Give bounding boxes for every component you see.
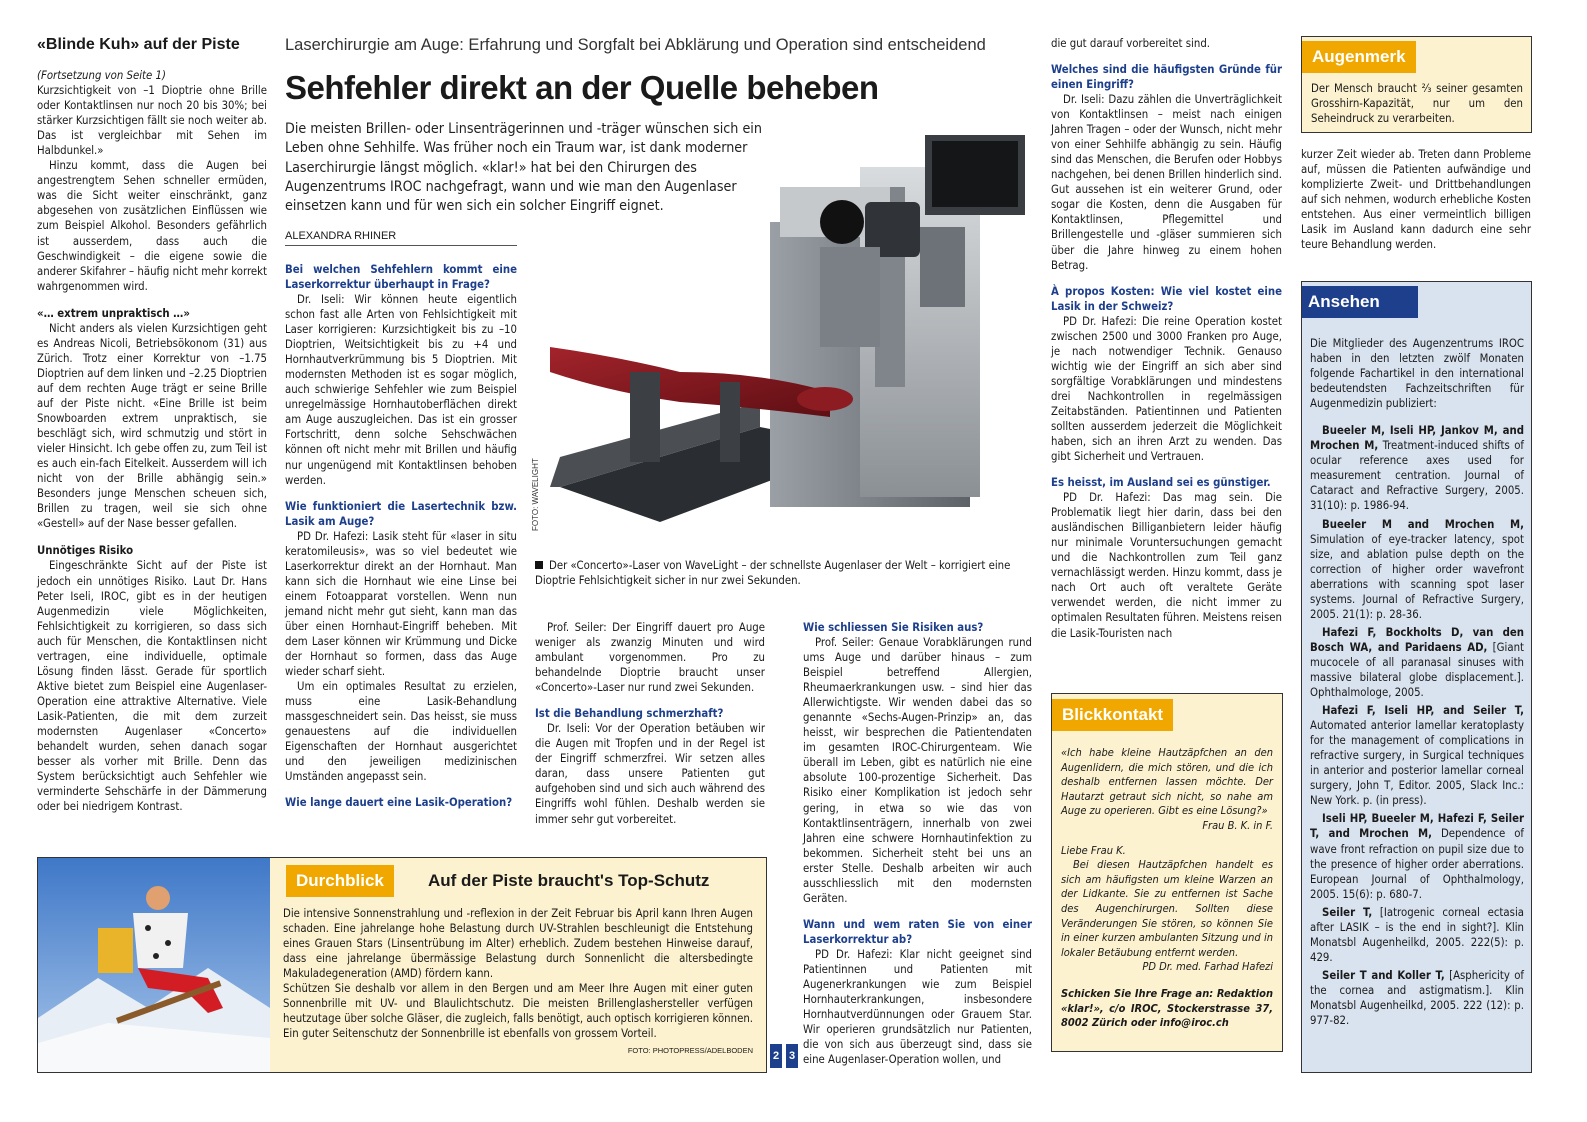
caption-text: Der «Concerto»-Laser von WaveLight – der schnellste Augenlaser der Welt – korrigiert eine Dioptrie Fehlsichtigkeit sicher in nur zwei Sekunden. (535, 559, 1011, 587)
left-column (37, 36, 267, 814)
ansehen-title: Ansehen (1302, 286, 1418, 318)
augenmerk-box (1301, 36, 1532, 133)
question: Wie lange dauert eine Lasik-Operation? (285, 796, 513, 810)
reference-authors: Hafezi F, Bockholts D, van den Bosch WA, and Paridaens AD, (1310, 625, 1524, 654)
laser-photo (530, 127, 1030, 547)
continuation-note: (Fortsetzung von Seite 1) (37, 69, 166, 82)
answer: PD Dr. Hafezi: Lasik steht für «laser in situ keratomileusis», was so viel bedeutet wie Laserkorrektur direkt an der Hornhaut. Man kann sich die Hornhaut wie eine Linse bei einem Fotoapparat vorstellen. Wenn nun jemand nicht mehr gut sieht, kann man das über einen Hornhaut-Eingriff beheben. Mit dem Laser können wir Krümmung und Dicke der Hornhaut so formen, dass das Auge wieder scharf sieht. (285, 529, 517, 679)
column-5 (1051, 36, 1282, 641)
left-paragraph: Kurzsichtigkeit von –1 Dioptrie ohne Brille oder Kontaktlinsen nur noch 20 bis 30%; bei stärker Kurzsichtigen fällt sie noch weiter ab. Das ist vergleichbar mit Sehen im Halbdunkel.» (37, 84, 267, 158)
answer: PD Dr. Hafezi: Klar nicht geeignet sind Patientinnen und Patienten mit Augenerkrankungen wie zum Beispiel Hornhauterkrankungen, insbesondere Hornhautverdünnungen oder Grauem Star. Wir operieren grundsätzlich nur Patienten, die von sich aus überzeugt sind, dass sie eine Augenlaser-Operation wollen, und (803, 947, 1032, 1067)
question: Wie schliessen Sie Risiken aus? (803, 621, 984, 634)
doctor-signature: PD Dr. med. Farhad Hafezi (1142, 960, 1273, 974)
answer: Dr. Iseli: Dazu zählen die Unverträglichkeit von Kontaktlinsen – meist nach einigen Jahren Tragen – oder der Wunsch, nicht mehr von einer Sehhilfe abhängig zu sein. Häufig sind das Menschen, die Berufen oder Hobbys nachgehen, bei denen Brillen hinderlich sind. Gut aussehen ist ein weiterer Grund, oder sogar die Kosten, denn die Ausgaben für Kontaktlinsen, Pflegemittel und Brillengestelle und -gläser summieren sich über die Jahre hinweg zu einem hohen Betrag. (1051, 93, 1282, 272)
reference-item (1310, 423, 1524, 513)
lead-text: Die meisten Brillen- oder Linsenträgerinnen und -träger wünschen sich ein Leben ohne Sehhilfe. Was früher noch ein Traum war, ist dank moderner Laserchirurgie längst möglich. «klar!» hat bei den Chirurgen des Augenzentrums IROC nachgefragt, wann und wie man den Augenlaser einsetzen kann und für wen sich ein solcher Eingriff eignet. (285, 121, 762, 215)
reference-item (1310, 811, 1524, 901)
page-number-left: 2 (770, 1044, 782, 1068)
ski-photo (38, 858, 270, 1072)
answer: Dr. Iseli: Wir können heute eigentlich schon fast alle Arten von Fehlsichtigkeit mit Laser korrigieren: Kurzsichtigkeit bis zu –10 Dioptrien, Weitsichtigkeit bis zu +4 und Hornhautverkrümmung bis 5 Dioptrien. Mit modernsten Methoden ist es sogar möglich, auch schwierige Sehfehler wie zum Beispiel unregelmässige Hornhautoberflächen direkt am Auge auszugleichen. Das ist ein grosser Fortschritt, denn solche Sehschwächen können oft nicht mehr mit Brillen und häufig nur ungenügend mit Kontaktlinsen behoben werden. (285, 293, 517, 487)
salutation: Liebe Frau K. (1061, 843, 1126, 857)
durchblick-headline: Auf der Piste braucht's Top-Schutz (428, 871, 710, 890)
durchblick-paragraph: Die intensive Sonnenstrahlung und -reflexion in der Zeit Februar bis April kann Ihren Augen schaden. Eine jahrelange hohe Belastung durch UV-Strahlen beschleunigt die Entstehung eines Grauen Stars (Linsentrübung im Alter) erheblich. Zudem bestehen Hinweise darauf, dass eine jahrelange übermässige Belastung durch Sonnenlicht die altersbedingte Makuladegeneration (AMD) fördern kann. (283, 907, 753, 980)
reference-item (1310, 703, 1524, 808)
question: Ist die Behandlung schmerzhaft? (535, 707, 724, 721)
contact-info: Schicken Sie Ihre Frage an: Redaktion «klar!», c/o IROC, Stockerstrasse 37, 8002 Zürich oder info@iroc.ch (1061, 986, 1273, 1030)
question: Welches sind die häufigsten Gründe für einen Eingriff? (1051, 63, 1282, 92)
ansehen-body (1310, 336, 1524, 1031)
ansehen-intro: Die Mitglieder des Augenzentrums IROC haben in den letzten zwölf Monaten folgende Fachartikel in den international bedeutendsten Fachzeitschriften für Augenmedizin publiziert: (1310, 337, 1524, 411)
left-paragraph: Nicht anders als vielen Kurzsichtigen geht es Andreas Nicoli, Betriebsökonom (31) aus Zürich. Trotz einer Korrektur von –1.75 Dioptrien auf dem linken und –2.25 Dioptrien auf dem rechten Auge trägt er seine Brille auf der Piste nicht. «Eine Brille ist beim Snowboarden extrem unpraktisch, sie beschlägt sich, wird schmutzig und stört in vieler Hinsicht. Ich gebe offen zu, zum Teil ist es auch ein-fach Eitelkeit. Ausserdem will ich nicht von der Brille abhängig sein.» Besonders junge Menschen scheuen sich, Brillen zu tragen, weil sie sich ohne «Gestell» auf der Nase besser gefallen. (37, 321, 267, 531)
blickkontakt-title: Blickkontakt (1052, 699, 1173, 731)
left-subheading: Unnötiges Risiko (37, 544, 134, 558)
column-3 (535, 620, 765, 827)
reference-authors: Seiler T, (1322, 905, 1373, 919)
column-2 (285, 262, 517, 810)
reference-details: Simulation of eye-tracker latency, spot size, and ablation pulse depth on the correction of higher order wavefront aberrations with scanning spot laser systems. Journal of Refractive Surgery, 2005. 21(1): p. 28-36. (1310, 532, 1524, 621)
author: ALEXANDRA RHINER (285, 230, 517, 246)
question: Wie funktioniert die Lasertechnik bzw. Lasik am Auge? (285, 499, 517, 528)
answer: PD Dr. Hafezi: Die reine Operation kostet zwischen 2500 und 3000 Franken pro Auge, je nach notwendiger Technik. Genauso wichtig wie der Eingriff an sich aber sind sorgfältige Vorabklärungen und mindestens drei Nachkontrollen in regelmässigen Zeitabständen. Patientinnen und Patienten sollten ausserdem jederzeit die Möglichkeit haben, sich an ihren Arzt zu wenden. Das gibt Sicherheit und Vertrauen. (1051, 314, 1282, 464)
reference-authors: Iseli HP, Bueeler M, Hafezi F, Seiler T, and Mrochen M, (1310, 812, 1524, 841)
augenmerk-title: Augenmerk (1302, 41, 1416, 73)
right-column (1301, 147, 1531, 252)
durchblick-paragraph: Schützen Sie deshalb vor allem in den Bergen und am Meer Ihre Augen mit einer guten Sonnenbrille mit UV- und Blaulichtschutz. Die meisten Brillenglashersteller verfügen heutzutage über solche Gläser, die zugleich, falls benötigt, auch optisch korrigieren können. Ein guter Seitenschutz der Sonnenbrille ist ebenfalls von grossem Vorteil. (283, 982, 753, 1040)
question: À propos Kosten: Wie viel kostet eine Lasik in der Schweiz? (1051, 284, 1282, 313)
blickkontakt-body (1061, 746, 1273, 1031)
question: Wann und wem raten Sie von einer Laserkorrektur ab? (803, 917, 1032, 946)
reference-item (1310, 905, 1524, 965)
answer: Prof. Seiler: Der Eingriff dauert pro Auge weniger als zwanzig Minuten und wird ambulant vorgenommen. Pro zu behandelnde Dioptrie braucht unser «Concerto»-Laser nur rund zwei Sekunden. (535, 621, 765, 695)
answer: Dr. Iseli: Vor der Operation betäuben wir die Augen mit Tropfen und in der Regel ist der Eingriff schmerzfrei. Wir setzen alles daran, dass unsere Patienten gut aufgehoben sind und sich auch während des Eingriffs wohl fühlen. Deshalb werden sie immer sehr gut vorbereitet. (535, 722, 765, 826)
blickkontakt-box (1051, 693, 1283, 1052)
reference-item (1310, 968, 1524, 1028)
doctor-answer: Bei diesen Hautzäpfchen handelt es sich am häufigsten um kleine Warzen an der Lidkante. Sie zu entfernen ist Sache des Augenchirurgen. Sollten diese Veränderungen Sie stören, so können Sie in einer kurzen ambulanten Sitzung und in lokaler Betäubung entfernt werden. (1061, 858, 1273, 959)
reference-details: Dependence of wave front refraction on pupil size due to the presence of higher order aberrations. European Journal of Ophthalmology, 2005. 15(6): p. 680-7. (1310, 827, 1524, 901)
kicker: Laserchirurgie am Auge: Erfahrung und Sorgfalt bei Abklärung und Operation sind entscheidend (285, 36, 986, 54)
reference-authors: Bueeler M and Mrochen M, (1322, 517, 1524, 531)
answer: Um ein optimales Resultat zu erzielen, muss eine Lasik-Behandlung massgeschneidert sein. Das heisst, sie muss genauestens auf die individuellen Eigenschaften der Hornhaut ausgerichtet und den jeweiligen medizinischen Umständen angepasst sein. (285, 680, 517, 784)
answer: die gut darauf vorbereitet sind. (1051, 37, 1211, 50)
answer: PD Dr. Hafezi: Das mag sein. Die Problematik liegt hier darin, dass bei den ausländischen Billiganbietern leider häufig nur minimale Voruntersuchungen gemacht und die Nachkontrollen zum Teil ganz vernachlässigt werden. Hinzu kommt, dass je nach Ort auch oft veraltete Geräte verwendet werden, die nicht immer zu optimalen Resultaten führen. Meistens reisen die Lasik-Touristen nach (1051, 491, 1282, 640)
left-subheading: «… extrem unpraktisch …» (37, 306, 190, 320)
reader-signature: Frau B. K. in F. (1202, 818, 1273, 832)
answer: Prof. Seiler: Genaue Vorabklärungen rund ums Auge und darüber hinaus – zum Beispiel betreffend Allergien, Rheumaerkrankungen usw. – sind hier das Allerwichtigste. Wir wenden dabei das so genannte «Sechs-Augen-Prinzip» an, das heisst, wir besprechen die Patientendaten im gesamten IROC-Chirurgenteam. Wie überall im Leben, gibt es natürlich nie eine absolute 100-prozentige Sicherheit. Das Risiko einer Komplikation ist jedoch sehr gering, in etwa so wie das von Kontaktlinsenträgern, innerhalb von zwei Jahren eine schwere Hornhautinfektion zu bekommen. Sicherheit steht bei uns an erster Stelle. Deshalb arbeiten wir auch ausschliesslich mit den modernsten Geräten. (803, 636, 1032, 905)
headline: Sehfehler direkt an der Quelle beheben (285, 69, 879, 106)
reference-details: [Iatrogenic corneal ectasia after LASIK – is the end in sight?]. Klin Monatsbl Augenheilkd, 2005. 222(5): p. 429. (1310, 905, 1524, 964)
page-number-right: 3 (786, 1044, 798, 1068)
reference-details: [Asphericity of the cornea and astigmatism.]. Klin Monatsbl Augenheilkd, 2005. 222 (12): p. 977-82. (1310, 968, 1525, 1028)
caption-square-icon (535, 561, 543, 569)
reference-item (1310, 517, 1524, 622)
left-title: «Blinde Kuh» auf der Piste (37, 36, 240, 53)
question: Bei welchen Sehfehlern kommt eine Laserkorrektur überhaupt in Frage? (285, 263, 517, 291)
reference-details: Treatment-induced shifts of ocular reference axes used for measurement centration. Journal of Cataract and Refractive Surgery, 2005. 31(10): p. 1986-94. (1310, 439, 1524, 513)
reference-details: Automated anterior lamellar keratoplasty for the management of complications in refractive surgery, in Surgical techniques in anterior and posterior lamellar corneal surgery, John T, Editor. 2005, Slack Inc.: New York. p. (in press). (1310, 719, 1524, 808)
answer: kurzer Zeit wieder ab. Treten dann Probleme auf, müssen die Patienten aufwändige und komplizierte Zweit- und Drittbehandlungen auf sich nehmen, wodurch erhebliche Kosten entstehen. Aus einer vermeintlich billigen Lasik im Ausland kann dadurch eine sehr teure Behandlung werden. (1301, 148, 1531, 252)
reference-details: [Giant mucocele of all paranasal sinuses with massive bilateral globe displacement.]. Ophthalmologe, 2005. (1310, 640, 1524, 700)
ansehen-box (1301, 281, 1532, 1073)
left-paragraph: Hinzu kommt, dass die Augen bei angestrengtem Sehen schneller ermüden, was die Sicht weiter einschränkt, ganz abgesehen von zusätzlichen Einflüssen wie zum Beispiel Alkohol. Besonders gefährlich ist ausserdem, dass auch die Geschwindigkeit – die eigene sowie die anderer Skifahrer – häufig nicht mehr korrekt wahrgenommen wird. (37, 159, 267, 293)
reference-list (1310, 423, 1524, 1028)
photo-credit: FOTO: WAVELIGHT (531, 458, 540, 531)
question: Es heisst, im Ausland sei es günstiger. (1051, 476, 1271, 490)
reference-authors: Seiler T and Koller T, (1322, 968, 1445, 982)
photo-caption (535, 558, 1025, 588)
reference-authors: Hafezi F, Iseli HP, and Seiler T, (1322, 704, 1524, 718)
durchblick-body (283, 906, 753, 1058)
durchblick-title: Durchblick (286, 865, 394, 897)
reader-question: «Ich habe kleine Hautzäpfchen an den Augenlidern, die mich stören, und die ich deshalb entfernen lassen möchte. Der Hautarzt getraut sich nicht, so nahe am Auge zu operieren. Gibt es eine Lösung?» (1061, 746, 1273, 818)
column-4 (803, 620, 1032, 1067)
reference-authors: Bueeler M, Iseli HP, Jankov M, and Mrochen M, (1310, 424, 1524, 453)
left-paragraph: Eingeschränkte Sicht auf der Piste ist jedoch ein unnötiges Risiko. Laut Dr. Hans Peter Iseli, IROC, gibt es in der heutigen Augenmedizin viele Möglichkeiten, Fehlsichtigkeit zu korrigieren, so dass sich auch für Menschen, die Kontaktlinsen nicht vertragen, eine individuelle, optimale Lösung finden lässt. Gerade für sportlich Aktive bietet zum Beispiel eine Augenlaser-Operation eine attraktive Alternative. Viele Lasik-Patienten, die mit dem zurzeit modernsten Augenlaser «Concerto» behandelt wurden, sehen danach sogar besser als vorher mit Brille. Denn das System berücksichtigt auch Sehfehler wie verminderte Sehschärfe in der Dämmerung oder bei niedrigem Kontrast. (37, 559, 267, 814)
durchblick-box (37, 857, 767, 1073)
augenmerk-text: Der Mensch braucht ²⁄₃ seiner gesamten Grosshirn-Kapazität, nur um den Seheindruck zu verarbeiten. (1311, 82, 1523, 125)
photo-credit: FOTO: PHOTOPRESS/ADELBODEN (627, 1046, 753, 1055)
reference-item (1310, 625, 1524, 700)
